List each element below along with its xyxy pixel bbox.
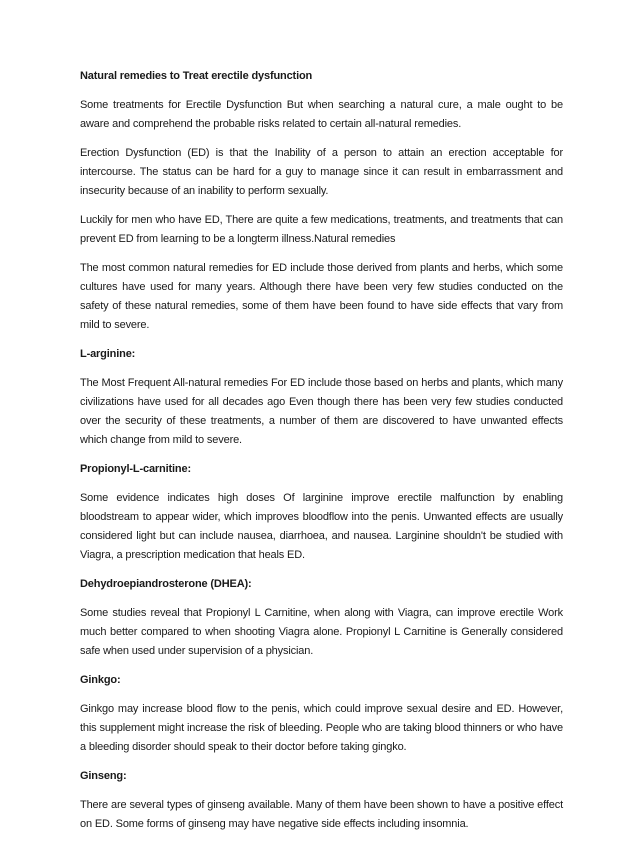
intro-paragraph: Luckily for men who have ED, There are quite a few medications, treatments, and treatments that can prevent ED from learning to be a longterm illness.Natural remedies (80, 214, 563, 245)
intro-paragraph: Erection Dysfunction (ED) is that the Inability of a person to attain an erection acceptable for intercourse. The status can be hard for a guy to manage since it can result in embarrassment and insecurity because of an inability to perform sexually. (80, 147, 563, 197)
section-text-propionyl-l-carnitine: Some evidence indicates high doses Of larginine improve erectile malfunction by enabling bloodstream to appear wider, which improves bloodflow into the penis. Unwanted effects are usually considered light but can include nausea, diarrhoea, and nausea. Larginine shouldn't be studied with Viagra, a prescription medication that heals ED. (80, 492, 563, 561)
section-text-l-arginine: The Most Frequent All-natural remedies For ED include those based on herbs and plants, which many civilizations have used for all decades ago Even though there has been very few studies conducted over the security of these treatments, a number of them are discovered to have unwanted effects which change from mild to severe. (80, 377, 563, 446)
section-heading-ginseng: Ginseng: (80, 770, 127, 782)
section-heading-propionyl-l-carnitine: Propionyl-L-carnitine: (80, 463, 191, 475)
section-text-ginkgo: Ginkgo may increase blood flow to the penis, which could improve sexual desire and ED. However, this supplement might increase the risk of bleeding. People who are taking blood thinners or who have a bleeding disorder should speak to their doctor before taking gingko. (80, 703, 563, 753)
section-heading-l-arginine: L-arginine: (80, 348, 136, 360)
document-title: Natural remedies to Treat erectile dysfunction (80, 70, 313, 82)
section-text-ginseng: There are several types of ginseng available. Many of them have been shown to have a positive effect on ED. Some forms of ginseng may have negative side effects including insomnia. (80, 799, 563, 830)
section-heading-dhea: Dehydroepiandrosterone (DHEA): (80, 578, 252, 590)
document-body (80, 67, 563, 844)
section-heading-ginkgo: Ginkgo: (80, 674, 121, 686)
section-text-dhea: Some studies reveal that Propionyl L Carnitine, when along with Viagra, can improve erectile Work much better compared to when shooting Viagra alone. Propionyl L Carnitine is Generally considered safe when used under supervision of a physician. (80, 607, 563, 657)
intro-paragraph: The most common natural remedies for ED include those derived from plants and herbs, which some cultures have used for many years. Although there have been very few studies conducted on the safety of these natural remedies, some of them have been found to have side effects that vary from mild to severe. (80, 262, 563, 331)
intro-paragraph: Some treatments for Erectile Dysfunction But when searching a natural cure, a male ought to be aware and comprehend the probable risks related to certain all-natural remedies. (80, 99, 563, 130)
